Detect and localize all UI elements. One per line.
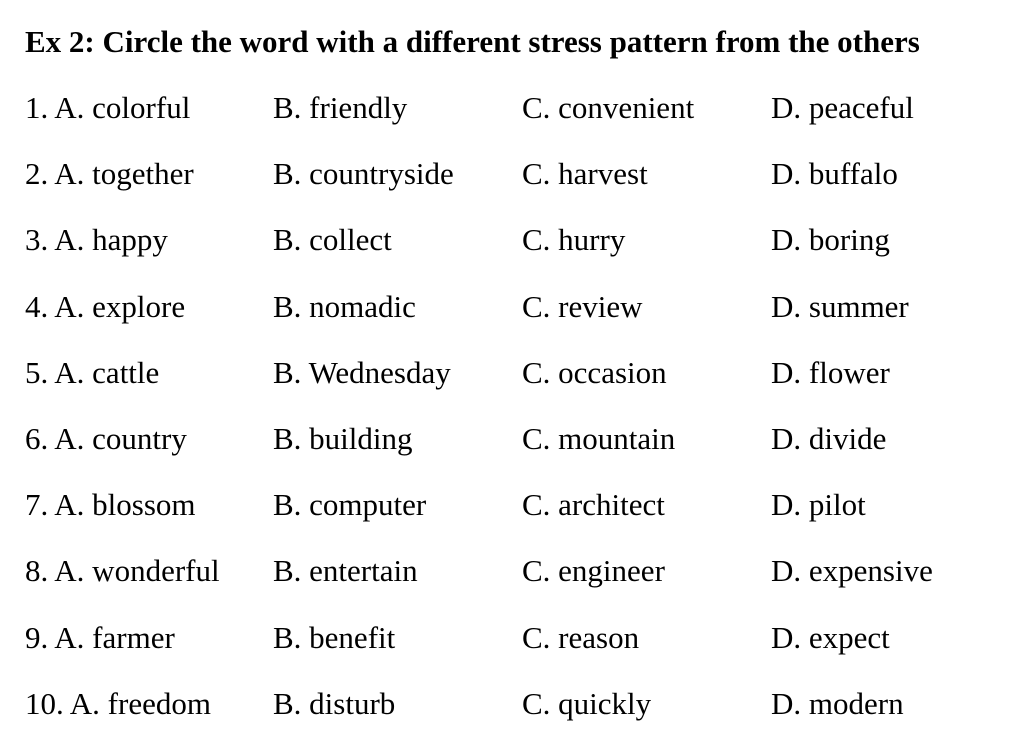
option-d[interactable]: D. flower (771, 354, 890, 390)
option-d[interactable]: D. boring (771, 222, 890, 258)
option-d[interactable]: D. divide (771, 420, 887, 456)
option-b[interactable]: B. entertain (273, 553, 418, 589)
option-d[interactable]: D. expect (771, 619, 890, 655)
option-c[interactable]: C. mountain (522, 420, 676, 456)
option-b[interactable]: B. benefit (273, 619, 396, 655)
option-d[interactable]: D. summer (771, 288, 909, 324)
option-d[interactable]: D. modern (771, 685, 904, 721)
option-a[interactable]: 5. A. cattle (25, 354, 160, 390)
question-row (25, 417, 1005, 483)
option-d[interactable]: D. pilot (771, 487, 866, 523)
option-a[interactable]: 8. A. wonderful (25, 553, 220, 589)
option-c[interactable]: C. engineer (522, 553, 665, 589)
option-b[interactable]: B. countryside (273, 156, 454, 192)
option-c[interactable]: C. review (522, 288, 643, 324)
option-b[interactable]: B. friendly (273, 90, 408, 125)
option-a[interactable]: 6. A. country (25, 420, 187, 456)
option-c[interactable]: C. occasion (522, 354, 667, 390)
option-c[interactable]: C. reason (522, 619, 640, 655)
option-a[interactable]: 3. A. happy (25, 222, 168, 258)
option-b[interactable]: B. disturb (273, 685, 396, 721)
option-d[interactable]: D. expensive (771, 553, 933, 589)
option-b[interactable]: B. Wednesday (273, 354, 451, 390)
question-row (25, 483, 1005, 549)
option-a[interactable]: 10. A. freedom (25, 685, 211, 721)
question-row (25, 86, 1005, 152)
option-c[interactable]: C. hurry (522, 222, 626, 258)
question-row (25, 218, 1005, 284)
option-a[interactable]: 7. A. blossom (25, 487, 196, 523)
option-b[interactable]: B. nomadic (273, 288, 416, 324)
option-a[interactable]: 1. A. colorful (25, 90, 191, 125)
question-row (25, 616, 1005, 682)
option-c[interactable]: C. quickly (522, 685, 652, 721)
option-b[interactable]: B. collect (273, 222, 392, 258)
option-b[interactable]: B. building (273, 420, 413, 456)
option-d[interactable]: D. peaceful (771, 90, 914, 125)
question-row (25, 152, 1005, 218)
option-a[interactable]: 9. A. farmer (25, 619, 175, 655)
question-row (25, 351, 1005, 417)
question-row (25, 549, 1005, 615)
option-a[interactable]: 2. A. together (25, 156, 194, 192)
question-list (25, 86, 1005, 748)
exercise-title: Ex 2: Circle the word with a different stress pattern from the others (25, 24, 920, 59)
question-row (25, 682, 1005, 748)
option-b[interactable]: B. computer (273, 487, 427, 523)
option-c[interactable]: C. architect (522, 487, 665, 523)
option-d[interactable]: D. buffalo (771, 156, 898, 192)
option-c[interactable]: C. harvest (522, 156, 648, 192)
question-row (25, 285, 1005, 351)
option-a[interactable]: 4. A. explore (25, 288, 186, 324)
option-c[interactable]: C. convenient (522, 90, 695, 125)
